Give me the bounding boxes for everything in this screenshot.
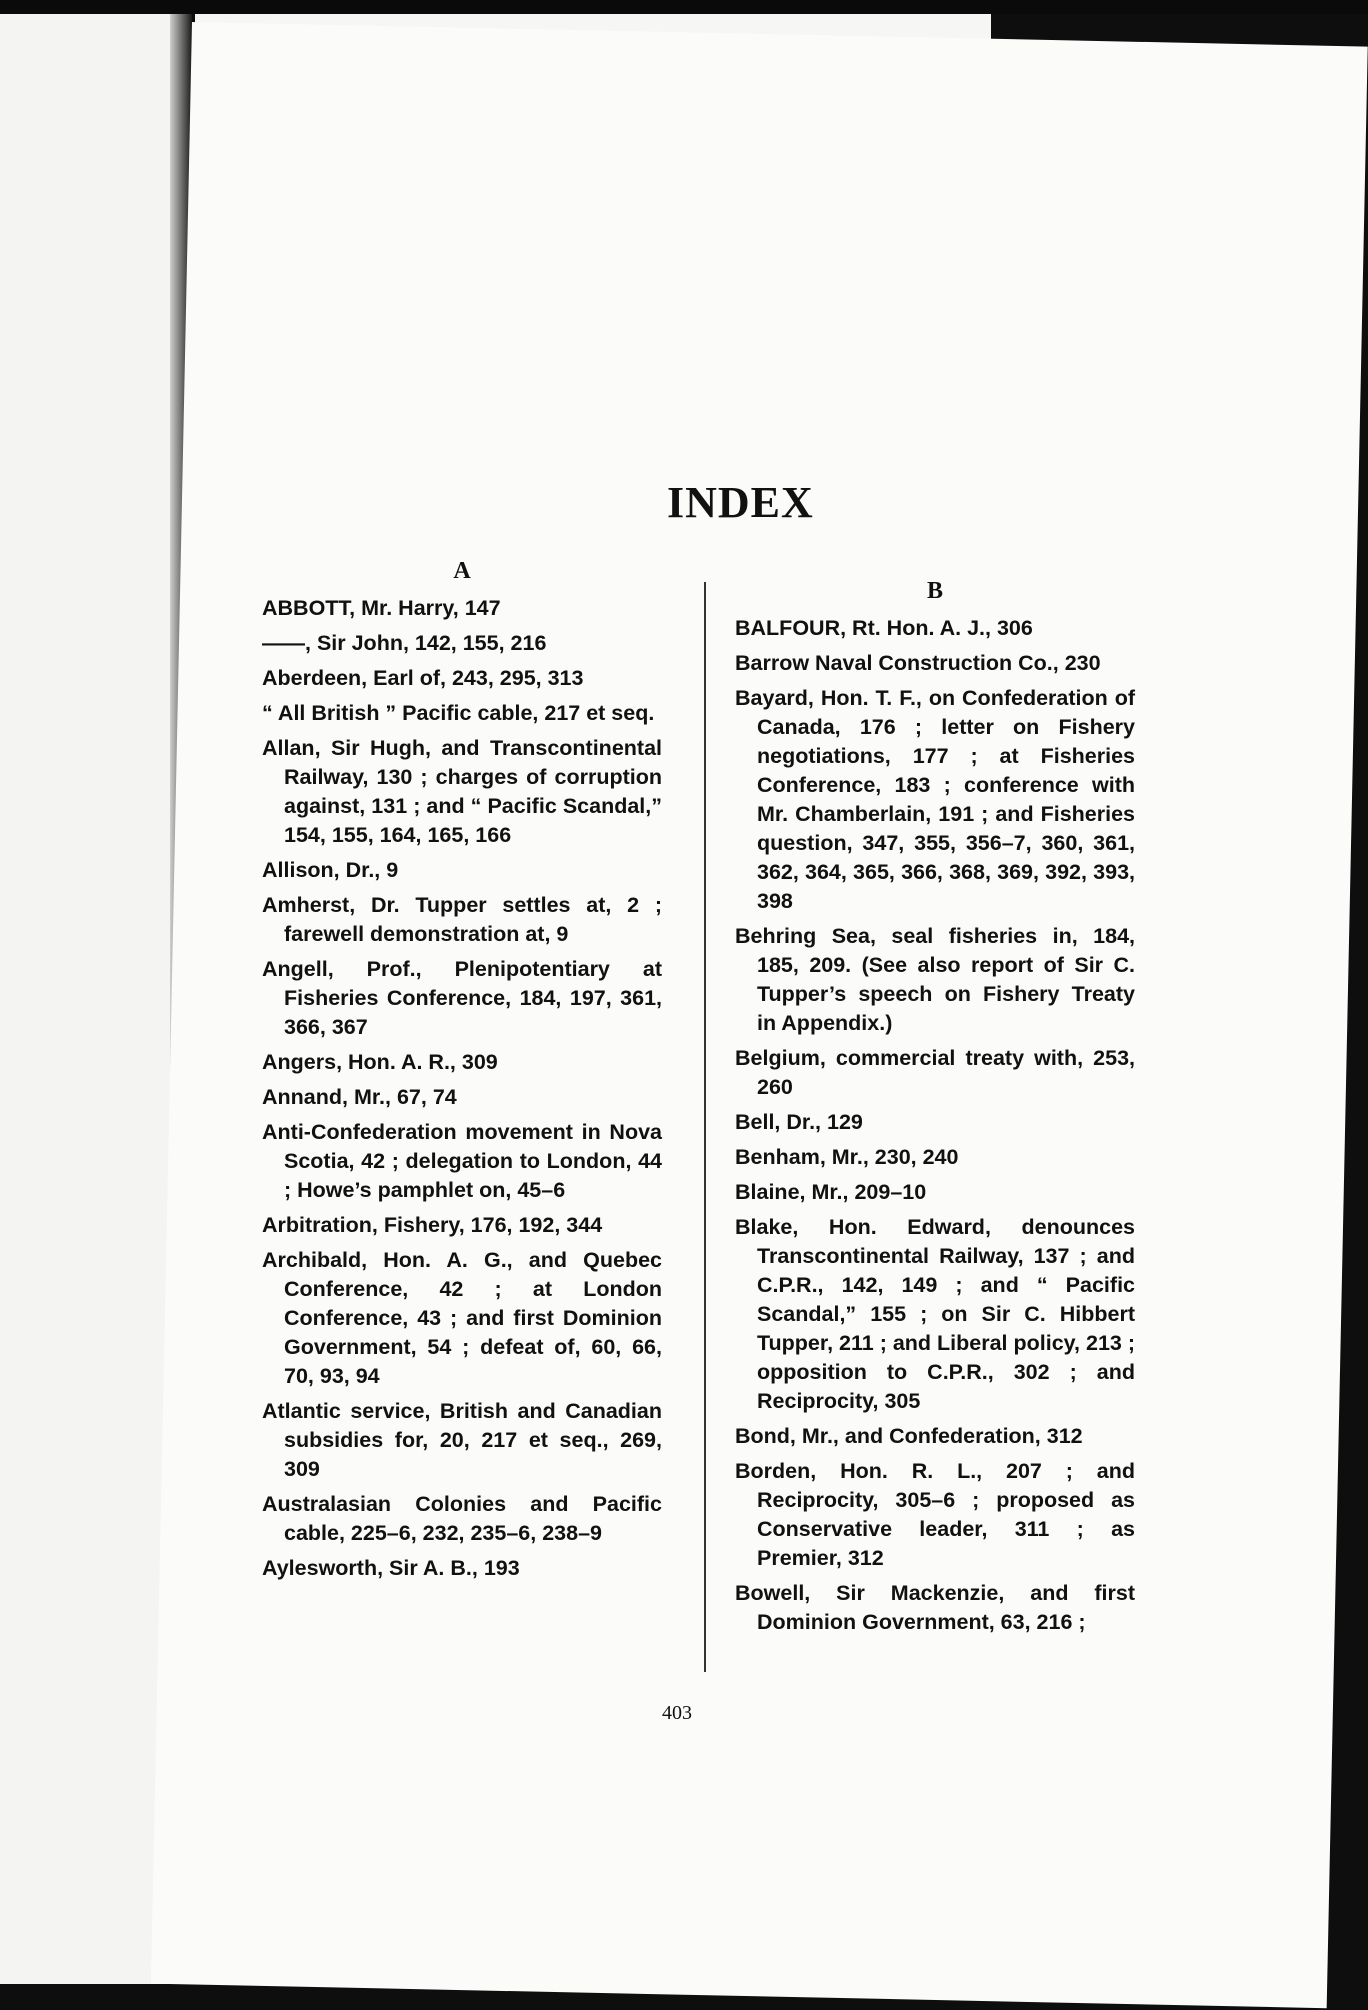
index-column-b [735, 577, 1135, 1643]
index-title: INDEX [667, 478, 814, 527]
index-entry: Annand, Mr., 67, 74 [262, 1085, 457, 1109]
scan-border-top [0, 0, 1368, 14]
index-entry: Aberdeen, Earl of, 243, 295, 313 [262, 666, 584, 690]
section-letter-b: B [926, 578, 943, 604]
index-entry: Anti-Confederation movement in Nova Scotia, 42 ; delegation to London, 44 ; Howe’s pamphlet on, 45–6 [262, 1120, 662, 1202]
index-entry: Angers, Hon. A. R., 309 [262, 1050, 498, 1074]
page-number: 403 [662, 1702, 692, 1724]
index-entry: ——, Sir John, 142, 155, 216 [262, 631, 547, 655]
entry-list-a [262, 594, 662, 1583]
index-entry: Blake, Hon. Edward, denounces Transcontinental Railway, 137 ; and C.P.R., 142, 149 ; and “ Pacific Scandal,” 155 ; on Sir C. Hibbert Tupper, 211 ; and Liberal policy, 213 ; opposition to C.P.R., 302 ; and Reciprocity, 305 [735, 1215, 1135, 1413]
index-entry: Barrow Naval Construction Co., 230 [735, 651, 1101, 675]
index-entry: Borden, Hon. R. L., 207 ; and Reciprocity, 305–6 ; proposed as Conservative leader, 311 ; as Premier, 312 [735, 1459, 1135, 1570]
index-column-a [262, 557, 662, 1589]
index-entry: Archibald, Hon. A. G., and Quebec Conference, 42 ; at London Conference, 43 ; and first Dominion Government, 54 ; defeat of, 60, 66, 70, 93, 94 [262, 1248, 662, 1388]
index-entry: Atlantic service, British and Canadian subsidies for, 20, 217 et seq., 269, 309 [262, 1399, 662, 1481]
index-entry: Allison, Dr., 9 [262, 858, 399, 882]
index-entry: Bowell, Sir Mackenzie, and first Dominion Government, 63, 216 ; [735, 1581, 1135, 1634]
entry-list-b [735, 614, 1135, 1637]
index-entry: Arbitration, Fishery, 176, 192, 344 [262, 1213, 603, 1237]
index-entry: BALFOUR, Rt. Hon. A. J., 306 [735, 616, 1033, 640]
index-entry: Amherst, Dr. Tupper settles at, 2 ; farewell demonstration at, 9 [262, 893, 662, 946]
book-page [151, 22, 1368, 2008]
index-entry: Australasian Colonies and Pacific cable, 225–6, 232, 235–6, 238–9 [262, 1492, 662, 1545]
index-entry: Benham, Mr., 230, 240 [735, 1145, 959, 1169]
section-letter-a: A [453, 558, 471, 584]
column-divider [704, 582, 706, 1672]
index-entry: Belgium, commercial treaty with, 253, 260 [735, 1046, 1135, 1099]
index-entry: Blaine, Mr., 209–10 [735, 1180, 927, 1204]
index-entry: Bayard, Hon. T. F., on Confederation of Canada, 176 ; letter on Fishery negotiations, 177 ; at Fisheries Conference, 183 ; conference with Mr. Chamberlain, 191 ; and Fisheries question, 347, 355, 356–7, 360, 361, 362, 364, 365, 366, 368, 369, 392, 393, 398 [735, 686, 1135, 913]
index-entry: “ All British ” Pacific cable, 217 et seq. [262, 701, 655, 725]
index-entry: Behring Sea, seal fisheries in, 184, 185, 209. (See also report of Sir C. Tupper’s speech on Fishery Treaty in Appendix.) [735, 924, 1135, 1035]
index-entry: ABBOTT, Mr. Harry, 147 [262, 596, 501, 620]
index-entry: Allan, Sir Hugh, and Transcontinental Railway, 130 ; charges of corruption against, 131 ; and “ Pacific Scandal,” 154, 155, 164, 165, 166 [262, 736, 662, 847]
index-entry: Angell, Prof., Plenipotentiary at Fisheries Conference, 184, 197, 361, 366, 367 [262, 957, 662, 1039]
index-entry: Bond, Mr., and Confederation, 312 [735, 1424, 1083, 1448]
index-entry: Aylesworth, Sir A. B., 193 [262, 1556, 520, 1580]
index-entry: Bell, Dr., 129 [735, 1110, 863, 1134]
facing-page-left [0, 14, 180, 1984]
